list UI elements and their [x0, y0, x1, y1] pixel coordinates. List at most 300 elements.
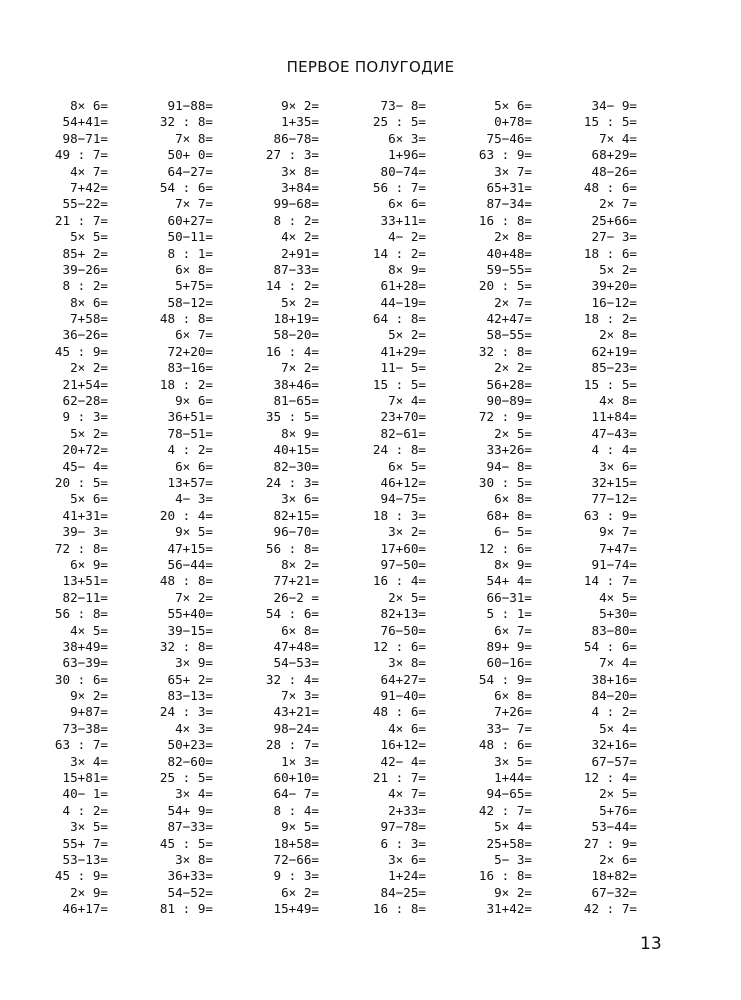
exercise-item: 17+60= — [380, 540, 426, 556]
exercise-item: 31+42= — [486, 901, 532, 917]
exercise-item: 9× 5= — [175, 524, 213, 540]
exercise-item: 26−2 = — [273, 589, 319, 605]
exercise-item: 40+48= — [486, 245, 532, 261]
exercise-item: 49 : 7= — [54, 147, 108, 163]
exercise-item: 73− 8= — [380, 98, 426, 113]
exercise-item: 39−26= — [62, 261, 108, 277]
exercise-item: 64−27= — [167, 163, 213, 179]
exercise-item: 46+12= — [380, 474, 426, 490]
exercise-item: 7× 4= — [599, 655, 637, 671]
exercise-item: 4 : 2= — [591, 704, 637, 720]
exercise-item: 4× 7= — [70, 163, 108, 179]
exercise-item: 91−74= — [591, 556, 637, 572]
exercise-item: 90−89= — [486, 393, 532, 409]
exercise-item: 42 : 7= — [583, 901, 637, 917]
exercise-item: 60+27= — [167, 212, 213, 228]
exercise-item: 48 : 6= — [478, 737, 532, 753]
exercise-item: 20 : 4= — [159, 507, 213, 523]
exercise-item: 27 : 9= — [583, 835, 637, 851]
exercise-item: 35 : 5= — [265, 409, 319, 425]
exercise-column-4 — [366, 98, 426, 918]
exercise-item: 4 : 2= — [62, 802, 108, 818]
exercise-item: 48 : 8= — [159, 311, 213, 327]
exercise-item: 42+47= — [486, 311, 532, 327]
exercise-item: 3× 4= — [175, 786, 213, 802]
exercise-item: 2× 2= — [70, 360, 108, 376]
exercise-item: 18+19= — [273, 311, 319, 327]
exercise-item: 16 : 8= — [372, 901, 426, 917]
exercise-item: 5× 2= — [281, 294, 319, 310]
exercise-item: 41+29= — [380, 343, 426, 359]
exercise-item: 5+75= — [175, 278, 213, 294]
exercise-item: 32 : 8= — [159, 114, 213, 130]
exercise-item: 44−19= — [380, 294, 426, 310]
exercise-item: 33+11= — [380, 212, 426, 228]
exercise-item: 72−66= — [273, 851, 319, 867]
exercise-item: 78−51= — [167, 425, 213, 441]
exercise-item: 46+17= — [62, 901, 108, 917]
exercise-item: 8× 2= — [281, 556, 319, 572]
exercise-item: 87−34= — [486, 196, 532, 212]
exercise-item: 43+21= — [273, 704, 319, 720]
exercise-item: 53−44= — [591, 819, 637, 835]
exercise-item: 55+40= — [167, 606, 213, 622]
exercise-item: 6× 8= — [281, 622, 319, 638]
exercise-item: 4 : 4= — [591, 442, 637, 458]
exercise-item: 91−40= — [380, 688, 426, 704]
exercise-item: 81 : 9= — [159, 901, 213, 917]
exercise-item: 5+76= — [599, 802, 637, 818]
exercise-item: 3× 2= — [388, 524, 426, 540]
exercise-item: 85−23= — [591, 360, 637, 376]
exercise-item: 82−61= — [380, 425, 426, 441]
exercise-item: 15 : 5= — [372, 376, 426, 392]
exercise-item: 11+84= — [591, 409, 637, 425]
exercise-item: 50+23= — [167, 737, 213, 753]
exercise-item: 83−16= — [167, 360, 213, 376]
exercise-item: 7× 2= — [175, 589, 213, 605]
exercise-item: 38+16= — [591, 671, 637, 687]
exercise-item: 6× 9= — [70, 556, 108, 572]
exercise-item: 5− 3= — [494, 851, 532, 867]
exercise-item: 67−57= — [591, 753, 637, 769]
exercise-item: 65+31= — [486, 179, 532, 195]
exercise-item: 6× 7= — [175, 327, 213, 343]
exercise-item: 8 : 4= — [273, 802, 319, 818]
exercise-item: 48 : 8= — [159, 573, 213, 589]
exercise-item: 9× 6= — [175, 393, 213, 409]
exercise-item: 91−88= — [167, 98, 213, 113]
exercise-item: 24 : 3= — [159, 704, 213, 720]
exercise-item: 40− 1= — [62, 786, 108, 802]
exercise-item: 4× 6= — [388, 720, 426, 736]
exercise-item: 14 : 7= — [583, 573, 637, 589]
exercise-item: 11− 5= — [380, 360, 426, 376]
exercise-item: 2× 2= — [494, 360, 532, 376]
exercise-item: 81−65= — [273, 393, 319, 409]
exercise-item: 4− 2= — [388, 229, 426, 245]
exercise-item: 18+82= — [591, 868, 637, 884]
exercise-item: 25 : 5= — [159, 770, 213, 786]
exercise-column-1 — [48, 98, 108, 918]
exercise-item: 4 : 2= — [167, 442, 213, 458]
exercise-item: 42 : 7= — [478, 802, 532, 818]
exercise-item: 6× 6= — [388, 196, 426, 212]
exercise-item: 39−15= — [167, 622, 213, 638]
exercise-item: 87−33= — [273, 261, 319, 277]
exercise-item: 8× 9= — [388, 261, 426, 277]
exercise-item: 4× 3= — [175, 720, 213, 736]
exercise-item: 15+81= — [62, 770, 108, 786]
exercise-item: 50+ 0= — [167, 147, 213, 163]
exercise-item: 61+28= — [380, 278, 426, 294]
exercise-item: 5× 4= — [494, 819, 532, 835]
exercise-item: 23+70= — [380, 409, 426, 425]
exercise-item: 84−25= — [380, 884, 426, 900]
exercise-item: 56 : 8= — [265, 540, 319, 556]
exercise-item: 5+30= — [599, 606, 637, 622]
exercise-item: 2+33= — [388, 802, 426, 818]
exercise-item: 53−13= — [62, 851, 108, 867]
exercise-item: 76−50= — [380, 622, 426, 638]
exercise-item: 6× 8= — [494, 491, 532, 507]
exercise-item: 38+49= — [62, 638, 108, 654]
exercise-item: 64 : 8= — [372, 311, 426, 327]
exercise-item: 41+31= — [62, 507, 108, 523]
exercise-item: 45− 4= — [62, 458, 108, 474]
exercise-item: 3× 8= — [175, 851, 213, 867]
exercise-item: 82+13= — [380, 606, 426, 622]
exercise-item: 7× 3= — [281, 688, 319, 704]
exercise-item: 16 : 4= — [372, 573, 426, 589]
exercise-item: 12 : 6= — [478, 540, 532, 556]
exercise-item: 33− 7= — [486, 720, 532, 736]
exercise-item: 62−28= — [62, 393, 108, 409]
exercise-item: 1+24= — [388, 868, 426, 884]
exercise-item: 8 : 2= — [62, 278, 108, 294]
exercise-column-5 — [472, 98, 532, 918]
exercise-item: 3× 6= — [281, 491, 319, 507]
exercise-item: 9 : 3= — [62, 409, 108, 425]
exercise-item: 67−32= — [591, 884, 637, 900]
exercise-item: 13+57= — [167, 474, 213, 490]
exercise-item: 3× 5= — [70, 819, 108, 835]
exercise-item: 54 : 6= — [583, 638, 637, 654]
exercise-item: 82−60= — [167, 753, 213, 769]
exercise-item: 30 : 6= — [54, 671, 108, 687]
exercise-item: 56+28= — [486, 376, 532, 392]
exercise-item: 63 : 7= — [54, 737, 108, 753]
exercise-item: 66−31= — [486, 589, 532, 605]
exercise-item: 94− 8= — [486, 458, 532, 474]
exercise-item: 56−44= — [167, 556, 213, 572]
exercise-item: 48−26= — [591, 163, 637, 179]
exercise-item: 6× 3= — [388, 130, 426, 146]
exercise-item: 20 : 5= — [478, 278, 532, 294]
exercise-item: 58−55= — [486, 327, 532, 343]
exercise-item: 24 : 8= — [372, 442, 426, 458]
exercise-item: 18 : 3= — [372, 507, 426, 523]
exercise-item: 75−46= — [486, 130, 532, 146]
exercise-item: 2× 7= — [599, 196, 637, 212]
exercise-item: 45 : 5= — [159, 835, 213, 851]
exercise-item: 59−55= — [486, 261, 532, 277]
exercise-item: 96−70= — [273, 524, 319, 540]
exercise-item: 54 : 6= — [265, 606, 319, 622]
exercise-item: 58−12= — [167, 294, 213, 310]
exercise-item: 18 : 6= — [583, 245, 637, 261]
exercise-item: 8× 6= — [70, 294, 108, 310]
exercise-item: 25 : 5= — [372, 114, 426, 130]
exercise-item: 7+58= — [70, 311, 108, 327]
exercise-item: 45 : 9= — [54, 343, 108, 359]
exercise-item: 38+46= — [273, 376, 319, 392]
exercise-item: 32 : 8= — [159, 638, 213, 654]
exercise-item: 6 : 3= — [380, 835, 426, 851]
exercise-item: 42− 4= — [380, 753, 426, 769]
exercise-item: 7+42= — [70, 179, 108, 195]
exercise-column-6 — [577, 98, 637, 918]
exercise-item: 8× 9= — [281, 425, 319, 441]
exercise-item: 9× 2= — [281, 98, 319, 113]
exercise-item: 54+ 9= — [167, 802, 213, 818]
exercise-item: 9× 7= — [599, 524, 637, 540]
exercise-item: 16 : 8= — [478, 212, 532, 228]
exercise-item: 7× 2= — [281, 360, 319, 376]
exercise-item: 2× 5= — [599, 786, 637, 802]
exercise-item: 48 : 6= — [583, 179, 637, 195]
exercise-item: 55+ 7= — [62, 835, 108, 851]
exercise-item: 54 : 6= — [159, 179, 213, 195]
exercise-item: 40+15= — [273, 442, 319, 458]
exercise-item: 2+91= — [281, 245, 319, 261]
exercise-item: 15 : 5= — [583, 376, 637, 392]
exercise-item: 68+ 8= — [486, 507, 532, 523]
exercise-item: 9× 2= — [494, 884, 532, 900]
exercise-item: 47−43= — [591, 425, 637, 441]
exercise-column-2 — [153, 98, 213, 918]
exercise-item: 54+41= — [62, 114, 108, 130]
exercise-item: 5× 2= — [388, 327, 426, 343]
exercise-item: 4× 8= — [599, 393, 637, 409]
exercise-item: 1+44= — [494, 770, 532, 786]
exercise-item: 7× 4= — [599, 130, 637, 146]
exercise-item: 12 : 6= — [372, 638, 426, 654]
exercise-item: 7+26= — [494, 704, 532, 720]
exercise-item: 32+15= — [591, 474, 637, 490]
exercise-item: 5 : 1= — [486, 606, 532, 622]
exercise-item: 27− 3= — [591, 229, 637, 245]
exercise-item: 4× 5= — [599, 589, 637, 605]
exercise-item: 82+15= — [273, 507, 319, 523]
exercise-item: 32 : 8= — [478, 343, 532, 359]
exercise-item: 3× 5= — [494, 753, 532, 769]
exercise-item: 9× 5= — [281, 819, 319, 835]
exercise-item: 62+19= — [591, 343, 637, 359]
exercise-item: 39+20= — [591, 278, 637, 294]
exercise-item: 98−71= — [62, 130, 108, 146]
exercise-item: 97−78= — [380, 819, 426, 835]
exercise-item: 5× 6= — [70, 491, 108, 507]
exercise-item: 85+ 2= — [62, 245, 108, 261]
exercise-item: 15+49= — [273, 901, 319, 917]
exercise-item: 14 : 2= — [372, 245, 426, 261]
page-title: ПЕРВОЕ ПОЛУГОДИЕ — [286, 58, 455, 76]
exercise-item: 82−30= — [273, 458, 319, 474]
exercise-item: 83−13= — [167, 688, 213, 704]
exercise-item: 15 : 5= — [583, 114, 637, 130]
exercise-item: 2× 9= — [70, 884, 108, 900]
exercise-item: 98−24= — [273, 720, 319, 736]
exercise-item: 5× 2= — [599, 261, 637, 277]
exercise-item: 63 : 9= — [478, 147, 532, 163]
exercise-item: 16 : 4= — [265, 343, 319, 359]
exercise-item: 8 : 1= — [167, 245, 213, 261]
exercise-item: 9 : 3= — [273, 868, 319, 884]
exercise-item: 55−22= — [62, 196, 108, 212]
exercise-item: 1+96= — [388, 147, 426, 163]
exercise-item: 18 : 2= — [583, 311, 637, 327]
exercise-item: 99−68= — [273, 196, 319, 212]
exercise-item: 1+35= — [281, 114, 319, 130]
exercise-item: 28 : 7= — [265, 737, 319, 753]
exercise-item: 4× 5= — [70, 622, 108, 638]
exercise-item: 3× 9= — [175, 655, 213, 671]
exercise-item: 89+ 9= — [486, 638, 532, 654]
exercise-item: 12 : 4= — [583, 770, 637, 786]
exercise-item: 47+15= — [167, 540, 213, 556]
exercise-column-3 — [259, 98, 319, 918]
exercise-item: 50−11= — [167, 229, 213, 245]
exercise-item: 27 : 3= — [265, 147, 319, 163]
exercise-item: 64+27= — [380, 671, 426, 687]
exercise-item: 56 : 8= — [54, 606, 108, 622]
exercise-item: 68+29= — [591, 147, 637, 163]
exercise-item: 48 : 6= — [372, 704, 426, 720]
exercise-item: 8× 6= — [70, 98, 108, 113]
exercise-item: 83−80= — [591, 622, 637, 638]
exercise-item: 3× 8= — [281, 163, 319, 179]
exercise-item: 82−11= — [62, 589, 108, 605]
exercise-item: 21 : 7= — [372, 770, 426, 786]
exercise-item: 56 : 7= — [372, 179, 426, 195]
exercise-item: 32+16= — [591, 737, 637, 753]
exercise-item: 25+58= — [486, 835, 532, 851]
exercise-item: 60−16= — [486, 655, 532, 671]
exercise-item: 80−74= — [380, 163, 426, 179]
exercise-item: 63 : 9= — [583, 507, 637, 523]
exercise-item: 58−20= — [273, 327, 319, 343]
exercise-item: 16+12= — [380, 737, 426, 753]
exercise-item: 21 : 7= — [54, 212, 108, 228]
exercise-item: 3× 6= — [388, 851, 426, 867]
exercise-item: 97−50= — [380, 556, 426, 572]
exercise-item: 4− 3= — [175, 491, 213, 507]
exercise-item: 0+78= — [494, 114, 532, 130]
exercise-item: 3× 8= — [388, 655, 426, 671]
exercise-item: 7× 8= — [175, 130, 213, 146]
exercise-item: 54−53= — [273, 655, 319, 671]
exercise-item: 6− 5= — [494, 524, 532, 540]
exercise-item: 3× 7= — [494, 163, 532, 179]
exercise-item: 60+10= — [273, 770, 319, 786]
exercise-item: 77−12= — [591, 491, 637, 507]
exercise-item: 6× 6= — [175, 458, 213, 474]
exercise-item: 9+87= — [70, 704, 108, 720]
page-number: 13 — [640, 934, 662, 954]
exercise-item: 63−39= — [62, 655, 108, 671]
exercise-item: 18 : 2= — [159, 376, 213, 392]
exercise-item: 64− 7= — [273, 786, 319, 802]
exercise-item: 36+33= — [167, 868, 213, 884]
exercise-item: 34− 9= — [591, 98, 637, 113]
exercise-item: 2× 5= — [494, 425, 532, 441]
exercise-item: 9× 2= — [70, 688, 108, 704]
exercise-item: 5× 5= — [70, 229, 108, 245]
exercise-item: 16−12= — [591, 294, 637, 310]
exercise-item: 94−65= — [486, 786, 532, 802]
exercise-item: 30 : 5= — [478, 474, 532, 490]
exercise-item: 3+84= — [281, 179, 319, 195]
exercise-item: 8 : 2= — [273, 212, 319, 228]
exercise-item: 3× 6= — [599, 458, 637, 474]
exercise-item: 45 : 9= — [54, 868, 108, 884]
exercise-item: 6× 8= — [494, 688, 532, 704]
exercise-item: 72 : 9= — [478, 409, 532, 425]
exercise-item: 3× 4= — [70, 753, 108, 769]
exercise-item: 4× 7= — [388, 786, 426, 802]
exercise-item: 20 : 5= — [54, 474, 108, 490]
exercise-item: 7× 7= — [175, 196, 213, 212]
exercise-item: 73−38= — [62, 720, 108, 736]
exercise-item: 54−52= — [167, 884, 213, 900]
exercise-item: 6× 5= — [388, 458, 426, 474]
exercise-item: 20+72= — [62, 442, 108, 458]
exercise-item: 7+47= — [599, 540, 637, 556]
exercise-item: 2× 7= — [494, 294, 532, 310]
exercise-item: 86−78= — [273, 130, 319, 146]
exercise-item: 72 : 8= — [54, 540, 108, 556]
exercise-item: 5× 4= — [599, 720, 637, 736]
exercise-item: 39− 3= — [62, 524, 108, 540]
exercise-item: 84−20= — [591, 688, 637, 704]
exercise-item: 54+ 4= — [486, 573, 532, 589]
exercise-item: 14 : 2= — [265, 278, 319, 294]
exercise-item: 5× 2= — [70, 425, 108, 441]
exercise-item: 24 : 3= — [265, 474, 319, 490]
exercise-item: 1× 3= — [281, 753, 319, 769]
exercise-item: 72+20= — [167, 343, 213, 359]
exercise-item: 54 : 9= — [478, 671, 532, 687]
exercise-item: 2× 8= — [599, 327, 637, 343]
exercise-item: 47+48= — [273, 638, 319, 654]
exercise-item: 8× 9= — [494, 556, 532, 572]
exercise-item: 13+51= — [62, 573, 108, 589]
exercise-item: 16 : 8= — [478, 868, 532, 884]
exercise-item: 32 : 4= — [265, 671, 319, 687]
exercise-item: 21+54= — [62, 376, 108, 392]
exercise-item: 25+66= — [591, 212, 637, 228]
exercise-item: 6× 8= — [175, 261, 213, 277]
exercise-item: 87−33= — [167, 819, 213, 835]
exercise-item: 6× 7= — [494, 622, 532, 638]
exercise-item: 6× 2= — [281, 884, 319, 900]
exercise-item: 94−75= — [380, 491, 426, 507]
exercise-item: 36−26= — [62, 327, 108, 343]
exercise-item: 4× 2= — [281, 229, 319, 245]
exercise-item: 77+21= — [273, 573, 319, 589]
exercise-item: 7× 4= — [388, 393, 426, 409]
